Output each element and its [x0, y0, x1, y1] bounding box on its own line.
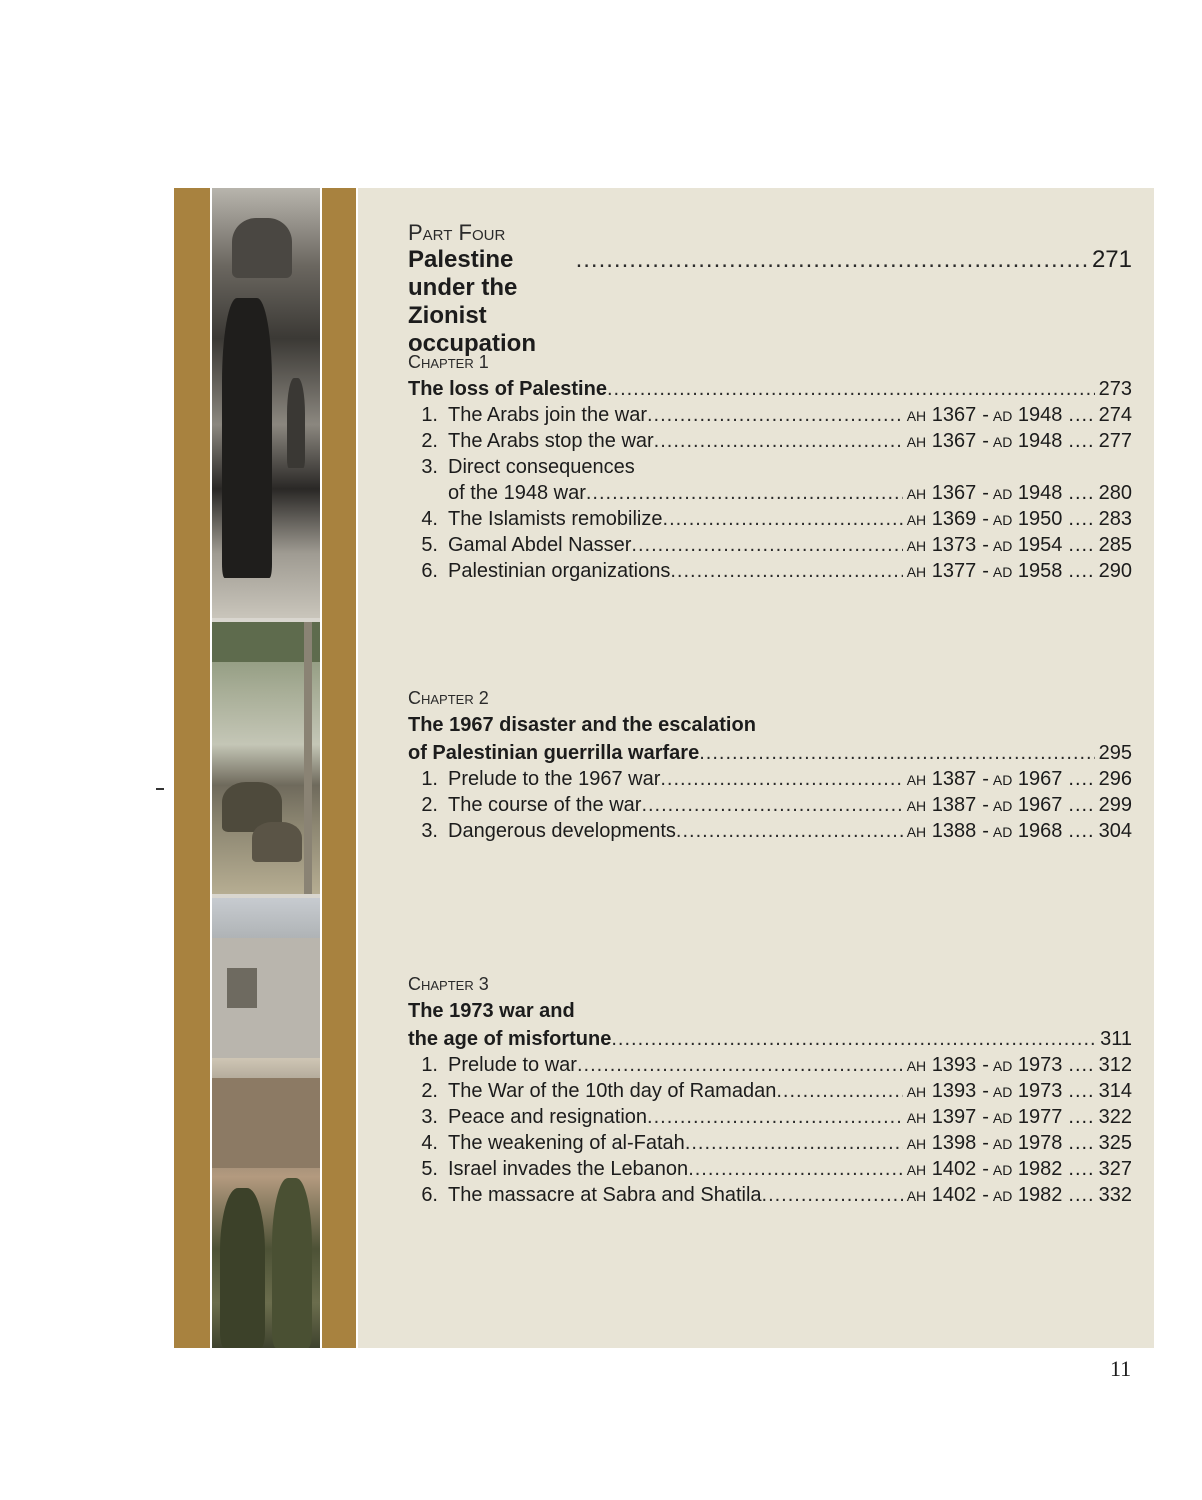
chapter-3-title-row	[408, 1026, 1132, 1052]
entry-number: 2.	[421, 794, 438, 816]
toc-entry: 3. Dangerous developments ..... ah 1388 - ad 1968 .... 304	[408, 818, 1132, 844]
entry-hijri-date: ah 1377	[906, 560, 977, 582]
leader-dots	[631, 532, 902, 558]
chapter-3-title-line-1: The 1973 war and	[408, 1000, 575, 1022]
entry-number: 2.	[421, 430, 438, 452]
entry-page: 325	[1098, 1132, 1132, 1154]
leader-dots	[688, 1156, 903, 1182]
leader-dots	[586, 480, 903, 506]
entry-title-continued: of the 1948 war	[448, 482, 586, 504]
photo-soldiers-landscape	[212, 622, 320, 894]
leader-dots	[654, 428, 903, 454]
photo-destroyed-building-soldiers	[212, 898, 320, 1348]
entry-gregorian-date: ad 1948	[992, 482, 1063, 504]
leader-dots	[641, 792, 902, 818]
entry-page: 322	[1098, 1106, 1132, 1128]
entry-gregorian-date: ad 1950	[992, 508, 1063, 530]
entry-gregorian-date: ad 1977	[992, 1106, 1063, 1128]
entry-hijri-date: ah 1387	[906, 794, 977, 816]
entry-page: 314	[1098, 1080, 1132, 1102]
entry-page: 304	[1098, 820, 1132, 842]
entry-page: 283	[1098, 508, 1132, 530]
entry-number: 6.	[421, 560, 438, 582]
entry-gregorian-date: ad 1982	[992, 1184, 1063, 1206]
entry-title: The Arabs stop the war	[448, 430, 654, 452]
entry-hijri-date: ah 1393	[906, 1080, 977, 1102]
chapter-3-label: Chapter 3	[408, 974, 489, 994]
leader-dots	[576, 246, 1088, 358]
photo-women-carrying-loads	[212, 188, 320, 618]
entry-page: 327	[1098, 1158, 1132, 1180]
entry-hijri-date: ah 1402	[906, 1184, 977, 1206]
toc-entry: 2. The War of the 10th day of Ramadan ..... ah 1393 - ad 1973 .... 314	[408, 1078, 1132, 1104]
toc-entry: 2. The Arabs stop the war ..... ah 1367 - ad 1948 .... 277	[408, 428, 1132, 454]
entry-title: The Islamists remobilize	[448, 508, 663, 530]
toc-entry: 2. The course of the war ..... ah 1387 - ad 1967 .... 299	[408, 792, 1132, 818]
entry-gregorian-date: ad 1973	[992, 1054, 1063, 1076]
entry-number: 1.	[421, 404, 438, 426]
toc-entry: 4. The weakening of al-Fatah ..... ah 1398 - ad 1978 .... 325	[408, 1130, 1132, 1156]
entry-title: The War of the 10th day of Ramadan	[448, 1080, 777, 1102]
entry-title: The course of the war	[448, 794, 642, 816]
chapter-1-title-row	[408, 376, 1132, 402]
entry-number: 3.	[421, 820, 438, 842]
entry-hijri-date: ah 1367	[906, 430, 977, 452]
entry-hijri-date: ah 1373	[906, 534, 977, 556]
entry-page: 290	[1098, 560, 1132, 582]
chapter-1-label: Chapter 1	[408, 352, 489, 372]
entry-title: Israel invades the Lebanon	[448, 1158, 689, 1180]
leader-dots	[676, 818, 903, 844]
entry-page: 299	[1098, 794, 1132, 816]
leader-dots	[776, 1078, 902, 1104]
entry-gregorian-date: ad 1954	[992, 534, 1063, 556]
entry-title: Prelude to the 1967 war	[448, 768, 661, 790]
part-title-row	[408, 246, 1132, 358]
chapter-2-label: Chapter 2	[408, 688, 489, 708]
entry-page: 312	[1098, 1054, 1132, 1076]
entry-gregorian-date: ad 1967	[992, 794, 1063, 816]
entry-gregorian-date: ad 1958	[992, 560, 1063, 582]
toc-entry: 5. Israel invades the Lebanon ..... ah 1402 - ad 1982 .... 327	[408, 1156, 1132, 1182]
entry-hijri-date: ah 1367	[906, 404, 977, 426]
toc-panel	[358, 188, 1154, 1348]
leader-dots	[663, 506, 903, 532]
entry-gregorian-date: ad 1948	[992, 404, 1063, 426]
chapter-2-title-line-2: of Palestinian guerrilla warfare	[408, 742, 700, 764]
toc-entry: 1. Prelude to the 1967 war ..... ah 1387 - ad 1967 .... 296	[408, 766, 1132, 792]
entry-gregorian-date: ad 1973	[992, 1080, 1063, 1102]
toc-entry: 3. Peace and resignation ..... ah 1397 - ad 1977 .... 322	[408, 1104, 1132, 1130]
entry-hijri-date: ah 1393	[906, 1054, 977, 1076]
entry-page: 296	[1098, 768, 1132, 790]
chapter-2-page: 295	[1098, 742, 1132, 764]
entry-title: Prelude to war	[448, 1054, 577, 1076]
toc-entry: 1. Prelude to war ..... ah 1393 - ad 1973 .... 312	[408, 1052, 1132, 1078]
page-number: 11	[1110, 1356, 1132, 1381]
entry-page: 285	[1098, 534, 1132, 556]
part-label: Part Four	[408, 220, 506, 245]
entry-gregorian-date: ad 1967	[992, 768, 1063, 790]
entry-title: The weakening of al-Fatah	[448, 1132, 685, 1154]
decorative-band-right	[322, 188, 356, 1348]
entry-title: Palestinian organizations	[448, 560, 671, 582]
leader-dots	[762, 1182, 903, 1208]
entry-hijri-date: ah 1369	[906, 508, 977, 530]
entry-page: 277	[1098, 430, 1132, 452]
leader-dots	[647, 402, 903, 428]
entry-hijri-date: ah 1398	[906, 1132, 977, 1154]
entry-number: 5.	[421, 1158, 438, 1180]
chapter-2-title-line-1: The 1967 disaster and the escalation	[408, 714, 756, 736]
entry-gregorian-date: ad 1982	[992, 1158, 1063, 1180]
entry-number: 4.	[421, 508, 438, 530]
entry-page: 274	[1098, 404, 1132, 426]
chapter-3-page: 311	[1100, 1028, 1132, 1050]
entry-page: 332	[1098, 1184, 1132, 1206]
leader-dots	[685, 1130, 903, 1156]
photo-strip	[212, 188, 320, 1348]
entry-number: 5.	[421, 534, 438, 556]
entry-title: Peace and resignation	[448, 1106, 648, 1128]
entry-hijri-date: ah 1367	[906, 482, 977, 504]
entry-gregorian-date: ad 1978	[992, 1132, 1063, 1154]
chapter-1-page: 273	[1098, 378, 1132, 400]
toc-entry: 4. The Islamists remobilize ..... ah 1369 - ad 1950 .... 283	[408, 506, 1132, 532]
toc-entry: 5. Gamal Abdel Nasser ..... ah 1373 - ad 1954 .... 285	[408, 532, 1132, 558]
entry-number: 6.	[421, 1184, 438, 1206]
toc-entry: 1. The Arabs join the war ..... ah 1367 - ad 1948 .... 274	[408, 402, 1132, 428]
leader-dots	[577, 1052, 903, 1078]
entry-hijri-date: ah 1387	[906, 768, 977, 790]
entry-hijri-date: ah 1397	[906, 1106, 977, 1128]
entry-title: The Arabs join the war	[448, 404, 647, 426]
entry-number: 1.	[421, 768, 438, 790]
entry-number: 2.	[421, 1080, 438, 1102]
chapter-1-title: The loss of Palestine	[408, 378, 607, 400]
toc-entry: 6. Palestinian organizations ..... ah 1377 - ad 1958 .... 290	[408, 558, 1132, 584]
leader-dots	[660, 766, 902, 792]
entry-number: 4.	[421, 1132, 438, 1154]
entry-title: The massacre at Sabra and Shatila	[448, 1184, 762, 1206]
entry-title: Gamal Abdel Nasser	[448, 534, 632, 556]
leader-dots	[607, 376, 1095, 402]
toc-entry: 6. The massacre at Sabra and Shatila ..... ah 1402 - ad 1982 .... 332	[408, 1182, 1132, 1208]
entry-hijri-date: ah 1402	[906, 1158, 977, 1180]
toc-entry-continuation: of the 1948 war ..... ah 1367 - ad 1948 .... 280	[408, 480, 1132, 506]
part-title: Palestine under the Zionist occupation	[408, 246, 537, 357]
entry-title: Dangerous developments	[448, 820, 676, 842]
leader-dots	[647, 1104, 903, 1130]
chapter-2-title-row	[408, 740, 1132, 766]
entry-title: Direct consequences	[448, 456, 635, 478]
leader-dots	[611, 1026, 1096, 1052]
leader-dots	[699, 740, 1094, 766]
chapter-3-title-line-2: the age of misfortune	[408, 1028, 612, 1050]
entry-gregorian-date: ad 1968	[992, 820, 1063, 842]
entry-number: 1.	[421, 1054, 438, 1076]
decorative-band-left	[174, 188, 210, 1348]
entry-hijri-date: ah 1388	[906, 820, 977, 842]
scan-mark	[156, 788, 164, 790]
leader-dots	[670, 558, 902, 584]
entry-number: 3.	[421, 456, 438, 478]
toc-entry	[408, 454, 1132, 480]
entry-page: 280	[1098, 482, 1132, 504]
part-page: 271	[1091, 246, 1132, 273]
entry-gregorian-date: ad 1948	[992, 430, 1063, 452]
entry-number: 3.	[421, 1106, 438, 1128]
